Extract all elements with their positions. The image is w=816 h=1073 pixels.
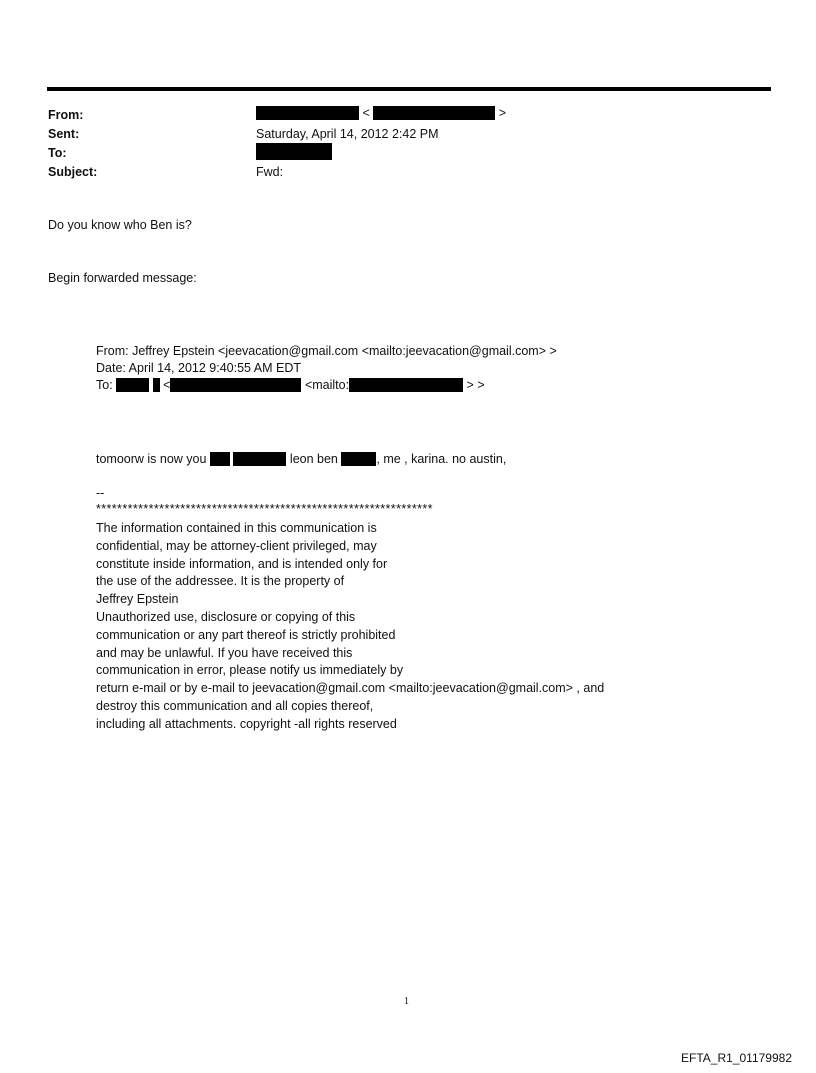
- disclaimer-line: The information contained in this communication is: [96, 521, 377, 535]
- redaction-block: [233, 452, 286, 466]
- msg-part-3: , me , karina. no austin,: [376, 452, 507, 466]
- redaction-block: [170, 378, 301, 392]
- from-label: From:: [48, 108, 84, 122]
- disclaimer-line: destroy this communication and all copies thereof,: [96, 698, 374, 713]
- fwd-to-line: [96, 378, 485, 392]
- redaction-block: [256, 106, 359, 120]
- redaction-block: [116, 378, 149, 392]
- msg-part-1: tomoorw is now you: [96, 452, 207, 466]
- subject-value: Fwd:: [256, 165, 284, 179]
- body-question: Do you know who Ben is?: [48, 218, 192, 232]
- disclaimer-line: communication or any part thereof is strictly prohibited: [96, 627, 396, 642]
- disclaimer-line: confidential, may be attorney-client privileged, may: [96, 538, 377, 553]
- msg-part-2: leon ben: [289, 452, 338, 466]
- disclaimer-line: constitute inside information, and is intended only for: [96, 556, 388, 571]
- fwd-to-open-bracket: <: [163, 378, 171, 392]
- to-value: [256, 143, 332, 160]
- sent-value: Saturday, April 14, 2012 2:42 PM: [256, 127, 439, 141]
- from-open-bracket: <: [362, 106, 370, 120]
- disclaimer-line: including all attachments. copyright -all rights reserved: [96, 716, 397, 731]
- signature-stars: ****************************************************************: [96, 502, 433, 516]
- disclaimer-line: communication in error, please notify us immediately by: [96, 663, 404, 678]
- fwd-date-line: Date: April 14, 2012 9:40:55 AM EDT: [96, 361, 301, 375]
- redaction-block: [153, 378, 160, 392]
- page-number: 1: [404, 996, 409, 1007]
- from-close-bracket: >: [498, 106, 507, 120]
- header-rule: [47, 87, 771, 91]
- redaction-block: [256, 143, 332, 160]
- redaction-block: [373, 106, 495, 120]
- sent-label: Sent:: [48, 127, 80, 141]
- from-value: [256, 106, 506, 120]
- disclaimer-line: return e-mail or by e-mail to jeevacation@gmail.com <mailto:jeevacation@gmail.com> , and: [96, 681, 605, 696]
- disclaimer-line: and may be unlawful. If you have received this: [96, 645, 353, 660]
- bates-number: EFTA_R1_01179982: [681, 1051, 792, 1065]
- subject-label: Subject:: [48, 165, 98, 179]
- disclaimer-line: Jeffrey Epstein: [96, 592, 179, 607]
- fwd-from-line: From: Jeffrey Epstein <jeevacation@gmail.com <mailto:jeevacation@gmail.com> >: [96, 344, 557, 358]
- signature-dash: --: [96, 486, 105, 500]
- redaction-block: [210, 452, 230, 466]
- disclaimer-block: [96, 520, 604, 734]
- redaction-block: [341, 452, 376, 466]
- redaction-block: [349, 378, 463, 392]
- forward-intro: Begin forwarded message:: [48, 271, 197, 285]
- fwd-to-label: To:: [96, 378, 113, 392]
- fwd-message: [96, 452, 506, 466]
- fwd-to-close: > >: [466, 378, 485, 392]
- fwd-to-mailto: <mailto:: [304, 378, 350, 392]
- to-label: To:: [48, 146, 67, 160]
- disclaimer-line: Unauthorized use, disclosure or copying of this: [96, 609, 356, 624]
- disclaimer-line: the use of the addressee. It is the property of: [96, 574, 345, 589]
